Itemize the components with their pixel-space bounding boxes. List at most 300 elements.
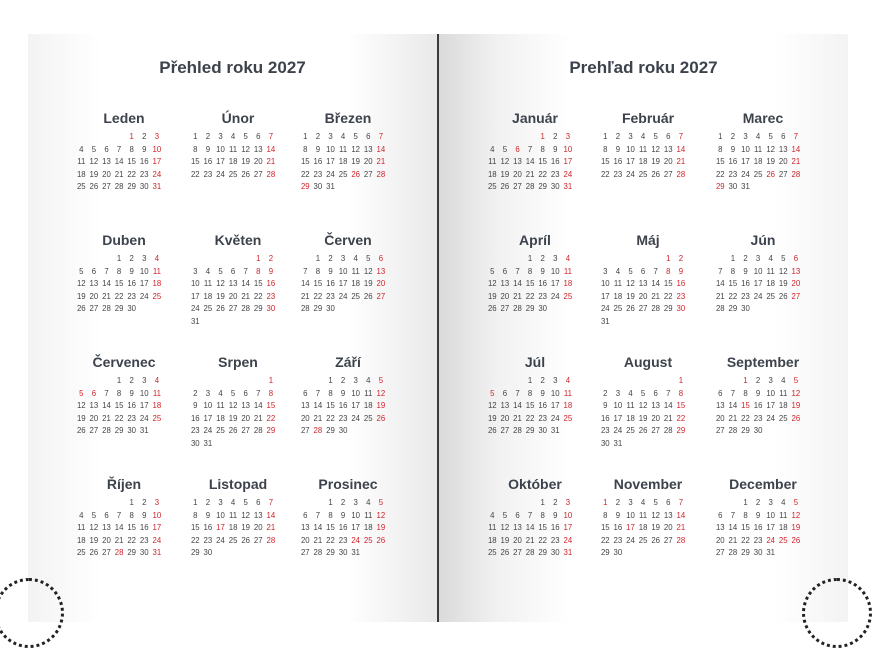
day-cell: 1 [527,254,533,263]
day-cell: 10 [563,144,573,154]
day-cell: 11 [779,510,788,520]
day-cell: 10 [351,510,361,520]
day-cell [790,425,803,438]
day-cell: 5 [378,498,384,507]
month-name: Júl [524,354,546,370]
day-cell: 17 [626,523,635,532]
week-row [714,156,812,169]
day-cell [214,547,227,560]
day-cell: 10 [550,388,560,398]
day-cell: 17 [139,279,149,288]
month-block [189,109,287,181]
day-cell [662,316,675,329]
day-cell: 25 [152,291,162,301]
day-cell: 6 [515,510,520,520]
day-cell: 22 [728,291,738,301]
day-cell: 29 [127,182,137,191]
day-cell [612,253,625,266]
day-cell: 7 [104,388,109,398]
day-cell: 29 [741,426,750,435]
day-cell: 13 [253,510,263,520]
day-cell: 14 [676,510,686,520]
day-cell [624,375,637,388]
day-cell: 20 [778,157,788,166]
week-row [486,535,584,548]
day-cell: 14 [102,279,111,288]
day-cell: 12 [791,388,801,398]
week-row [486,303,584,316]
day-cell: 10 [741,144,750,154]
day-cell: 22 [525,413,535,423]
day-cell: 3 [743,132,748,141]
day-cell: 29 [538,548,548,557]
week-row [75,181,173,194]
day-cell: 13 [300,523,310,532]
day-cell: 22 [114,413,124,423]
day-cell: 27 [715,548,725,557]
day-cell: 14 [715,279,725,288]
week-row [299,278,397,291]
day-cell: 23 [538,291,548,301]
day-cell: 16 [741,279,750,288]
day-cell [637,547,650,560]
day-cell [649,375,662,388]
day-cell: 14 [525,523,535,532]
day-cell: 15 [600,157,610,166]
day-cell: 3 [565,498,571,507]
day-cell: 17 [766,401,776,410]
day-cell [486,131,499,144]
day-cell [100,131,113,144]
day-cell: 31 [550,426,560,435]
week-row [714,181,812,194]
week-row [599,547,697,560]
day-cell: 12 [76,279,86,288]
day-cell: 4 [755,132,761,141]
day-cell: 22 [266,413,276,423]
day-cell: 12 [241,510,251,520]
day-cell: 9 [315,144,321,154]
week-row [599,413,697,426]
day-cell: 24 [203,426,213,435]
day-cell: 11 [229,144,238,154]
day-cell: 17 [216,523,225,532]
left-page-czech [28,34,437,622]
day-cell: 28 [663,426,673,435]
day-cell: 30 [139,182,149,191]
day-cell: 9 [129,388,134,398]
day-cell [362,181,375,194]
day-cell [662,438,675,451]
day-cell: 2 [340,498,346,507]
day-cell [486,497,499,510]
day-cell: 2 [615,132,621,141]
day-cell: 28 [266,169,276,179]
month-block [599,109,697,181]
day-cell: 29 [300,182,310,191]
weeks-grid [189,253,287,328]
month-name: Červenec [92,354,156,370]
week-row [189,388,287,401]
month-block [599,231,697,328]
day-cell: 3 [154,498,160,507]
day-cell: 29 [114,304,124,313]
day-cell: 15 [715,157,725,166]
day-cell [714,375,727,388]
day-cell: 22 [313,291,323,301]
day-cell: 11 [152,388,161,398]
week-row [75,169,173,182]
day-cell: 9 [142,144,147,154]
day-cell: 18 [203,291,213,301]
day-cell: 25 [613,304,623,313]
day-cell: 4 [230,498,236,507]
day-cell: 9 [615,144,621,154]
day-cell [649,316,662,329]
day-cell [337,303,350,316]
day-cell: 9 [553,144,558,154]
day-cell: 6 [502,266,508,276]
day-cell: 9 [615,510,621,520]
day-cell: 1 [268,376,274,385]
day-cell [662,375,675,388]
week-row [599,156,697,169]
month-name: Září [335,354,361,370]
weeks-grid [299,497,397,560]
day-cell: 13 [102,523,111,532]
day-cell: 4 [628,388,633,398]
day-cell: 24 [139,413,149,423]
week-row [75,291,173,304]
day-cell: 14 [513,401,522,410]
day-cell: 22 [741,413,750,423]
day-cell: 15 [127,523,137,532]
day-cell: 26 [791,413,801,423]
day-cell: 4 [366,376,371,385]
day-cell: 22 [538,169,548,179]
day-cell: 10 [550,266,560,276]
day-cell [88,253,101,266]
day-cell [637,316,650,329]
day-cell: 14 [313,523,323,532]
day-cell: 20 [89,413,99,423]
day-cell: 2 [315,132,321,141]
day-cell: 26 [626,304,635,313]
day-cell: 12 [487,279,497,288]
day-cell: 14 [114,157,124,166]
day-cell: 2 [755,498,761,507]
open-planner-spread [28,34,848,622]
day-cell: 7 [527,144,533,154]
day-cell: 20 [89,291,99,301]
day-cell: 21 [114,169,124,179]
day-cell: 30 [338,548,348,557]
day-cell: 24 [600,304,610,313]
day-cell: 2 [678,254,684,263]
day-cell: 19 [651,157,661,166]
week-row [189,400,287,413]
week-row [75,510,173,523]
day-cell: 4 [353,254,358,263]
day-cell [299,375,312,388]
day-cell: 25 [216,426,225,435]
day-cell: 26 [791,535,801,545]
week-row [599,510,697,523]
week-row [189,413,287,426]
day-cell: 31 [203,438,213,448]
day-cell: 5 [366,254,371,263]
day-cell: 15 [313,279,323,288]
week-row [599,316,697,329]
day-cell [349,425,362,438]
day-cell: 5 [243,132,248,141]
day-cell: 7 [730,388,736,398]
week-row [714,375,812,388]
day-cell: 6 [243,388,248,398]
day-cell: 2 [129,254,134,263]
day-cell: 26 [778,291,788,301]
day-cell: 5 [768,132,773,141]
day-cell [189,253,202,266]
day-cell: 14 [663,401,673,410]
day-cell [637,253,650,266]
day-cell: 23 [203,169,213,179]
day-cell: 12 [651,144,661,154]
week-row [189,522,287,535]
day-cell: 17 [613,413,623,423]
week-row [189,144,287,157]
day-cell: 3 [768,376,773,385]
day-cell: 25 [778,535,788,545]
week-row [75,413,173,426]
day-cell: 11 [766,266,775,276]
day-cell: 21 [651,291,661,301]
day-cell: 27 [300,426,310,435]
day-cell: 8 [303,144,308,154]
day-cell: 30 [600,438,610,448]
week-row [75,278,173,291]
day-cell [562,303,575,316]
day-cell: 14 [728,523,738,532]
day-cell: 26 [351,169,361,179]
day-cell: 17 [563,523,573,532]
day-cell: 31 [563,182,573,191]
day-cell: 24 [550,291,560,301]
day-cell: 23 [127,413,137,423]
month-block [599,353,697,450]
day-cell: 21 [241,291,251,301]
day-cell: 1 [328,498,333,507]
weeks-grid [599,375,697,450]
day-cell [239,438,252,451]
day-cell: 5 [243,498,248,507]
month-block [75,231,173,316]
day-cell: 19 [500,535,510,545]
day-cell: 22 [600,169,610,179]
month-block [75,475,173,560]
weeks-grid [299,253,397,316]
day-cell: 11 [152,266,161,276]
month-block [189,353,287,450]
day-cell [75,253,88,266]
day-cell [375,181,388,194]
month-name: Červen [324,232,372,248]
day-cell: 1 [678,376,684,385]
day-cell: 31 [741,182,750,191]
day-cell: 26 [376,535,386,545]
day-cell [486,375,499,388]
day-cell: 17 [338,279,348,288]
day-cell: 27 [253,535,263,545]
day-cell: 1 [303,132,308,141]
day-cell: 15 [741,523,750,532]
weeks-grid [486,375,584,438]
day-cell: 20 [638,291,648,301]
day-cell: 11 [563,266,572,276]
day-cell: 3 [328,132,333,141]
day-cell: 21 [728,535,738,545]
day-cell [349,303,362,316]
day-cell: 26 [363,291,373,301]
day-cell: 10 [338,266,348,276]
day-cell: 28 [728,426,738,435]
day-cell: 7 [315,388,321,398]
day-cell: 12 [376,510,386,520]
day-cell: 21 [525,535,535,545]
day-cell: 12 [766,144,776,154]
month-block [714,475,812,560]
week-row [75,303,173,316]
day-cell: 4 [154,254,160,263]
day-cell: 18 [363,523,373,532]
day-cell [312,497,325,510]
day-cell: 18 [228,157,238,166]
day-cell: 10 [326,144,335,154]
day-cell: 27 [638,304,648,313]
day-cell: 6 [718,510,723,520]
week-row [75,522,173,535]
day-cell: 14 [313,401,323,410]
day-cell: 3 [205,388,211,398]
week-row [486,388,584,401]
day-cell [790,547,803,560]
weeks-grid [299,131,397,194]
weeks-grid [599,253,697,328]
day-cell [790,303,803,316]
day-cell: 17 [152,523,162,532]
week-row [189,131,287,144]
day-cell: 29 [190,548,200,557]
day-cell: 22 [253,291,263,301]
day-cell: 16 [538,401,548,410]
day-cell [227,375,240,388]
day-cell [624,253,637,266]
day-cell: 28 [114,182,124,191]
day-cell [375,425,388,438]
day-cell: 28 [102,426,111,435]
page-title: Prehľad roku 2027 [569,58,718,77]
week-row [714,535,812,548]
week-row [486,181,584,194]
day-cell [265,316,278,329]
day-cell: 30 [313,182,323,191]
day-cell: 6 [303,388,308,398]
day-cell: 28 [728,548,738,557]
day-cell: 8 [666,266,671,276]
day-cell: 2 [553,498,558,507]
day-cell: 5 [653,498,658,507]
week-row [486,425,584,438]
day-cell: 21 [791,157,801,166]
week-row [189,156,287,169]
day-cell: 12 [626,279,635,288]
day-cell: 11 [639,510,648,520]
day-cell: 21 [300,291,310,301]
day-cell [524,131,537,144]
day-cell [75,375,88,388]
day-cell: 19 [363,279,373,288]
day-cell: 31 [190,316,200,326]
day-cell: 8 [540,510,545,520]
week-row [299,169,397,182]
day-cell: 5 [502,144,508,154]
day-cell: 8 [540,144,545,154]
day-cell: 24 [626,169,635,179]
day-cell: 22 [676,413,686,423]
day-cell: 4 [490,144,495,154]
week-row [189,547,287,560]
day-cell: 20 [500,291,510,301]
day-cell: 22 [715,169,725,179]
day-cell: 19 [791,401,801,410]
day-cell: 19 [241,523,251,532]
month-name: December [729,476,797,492]
day-cell [252,375,265,388]
day-cell: 3 [603,266,608,276]
day-cell: 30 [676,304,686,313]
day-cell [624,547,637,560]
day-cell: 22 [600,535,610,545]
day-cell: 6 [666,132,671,141]
day-cell: 7 [678,132,684,141]
day-cell: 13 [376,266,386,276]
day-cell: 1 [666,254,671,263]
day-cell: 12 [638,401,648,410]
week-row [599,131,697,144]
day-cell: 13 [500,401,510,410]
day-cell: 9 [340,510,346,520]
day-cell: 8 [256,266,261,276]
day-cell: 14 [266,510,276,520]
day-cell: 25 [563,291,573,301]
day-cell [227,547,240,560]
day-cell: 11 [77,523,86,532]
day-cell: 6 [91,388,97,398]
week-row [486,413,584,426]
day-cell: 28 [313,548,323,557]
day-cell: 30 [728,182,738,191]
day-cell: 8 [116,266,122,276]
day-cell: 8 [743,510,748,520]
day-cell: 15 [190,523,200,532]
month-block [486,231,584,316]
day-cell: 12 [76,401,86,410]
day-cell: 25 [152,413,162,423]
day-cell: 1 [540,132,545,141]
week-row [189,316,287,329]
day-cell: 16 [728,157,738,166]
day-cell: 22 [525,291,535,301]
